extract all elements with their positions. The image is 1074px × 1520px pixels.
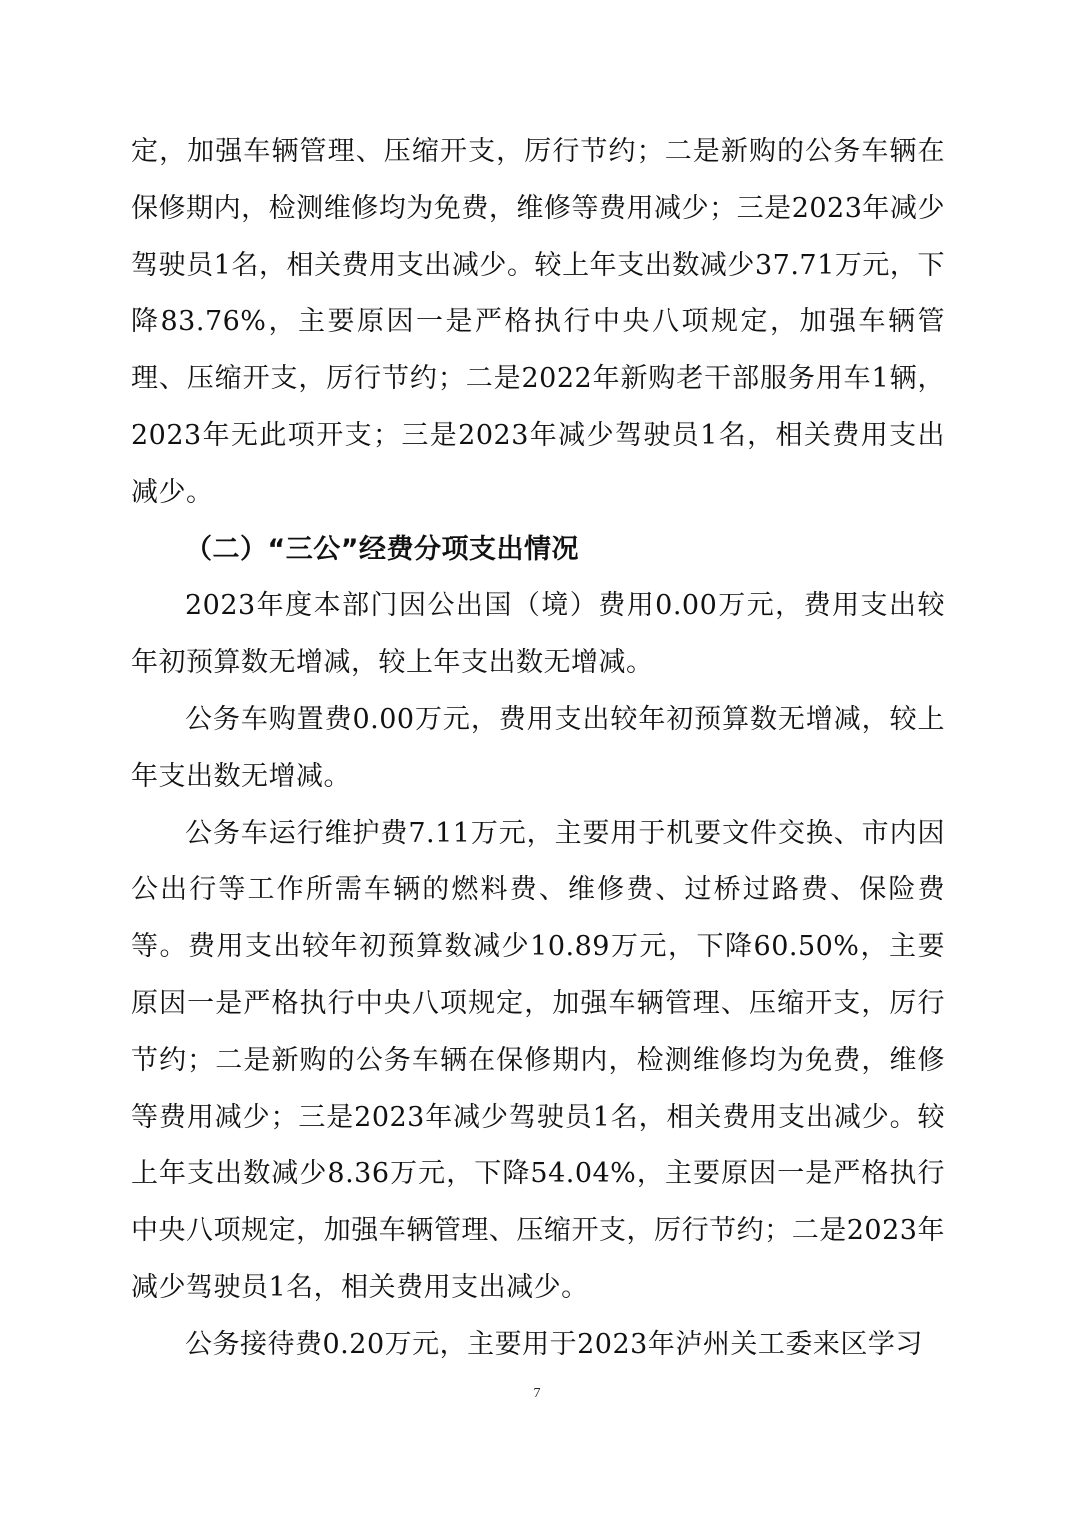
paragraph-overseas-travel: 2023年度本部门因公出国（境）费用0.00万元，费用支出较年初预算数无增减，较上年支出数无增减。	[131, 590, 945, 679]
page-number: 7	[533, 1386, 541, 1401]
paragraph-continuation: 定，加强车辆管理、压缩开支，厉行节约；二是新购的公务车辆在保修期内，检测维修均为免费，维修等费用减少；三是2023年减少驾驶员1名，相关费用支出减少。较上年支出数减少37.71万元，下降83.76%，主要原因一是严格执行中央八项规定，加强车辆管理、压缩开支，厉行节约；二是2022年新购老干部服务用车1辆，2023年无此项开支；三是2023年减少驾驶员1名，相关费用支出减少。	[131, 136, 945, 508]
paragraph-reception-expense: 公务接待费0.20万元，主要用于2023年泸州关工委来区学习	[185, 1328, 923, 1360]
document-body	[131, 124, 945, 1374]
section-heading-three-public-expenses: （二）“三公”经费分项支出情况	[185, 533, 579, 565]
paragraph-vehicle-purchase: 公务车购置费0.00万元，费用支出较年初预算数无增减，较上年支出数无增减。	[131, 703, 945, 792]
paragraph-vehicle-maintenance: 公务车运行维护费7.11万元，主要用于机要文件交换、市内因公出行等工作所需车辆的燃料费、维修费、过桥过路费、保险费等。费用支出较年初预算数减少10.89万元，下降60.50%，主要原因一是严格执行中央八项规定，加强车辆管理、压缩开支，厉行节约；二是新购的公务车辆在保修期内，检测维修均为免费，维修等费用减少；三是2023年减少驾驶员1名，相关费用支出减少。较上年支出数减少8.36万元，下降54.04%，主要原因一是严格执行中央八项规定，加强车辆管理、压缩开支，厉行节约；二是2023年减少驾驶员1名，相关费用支出减少。	[131, 817, 945, 1303]
